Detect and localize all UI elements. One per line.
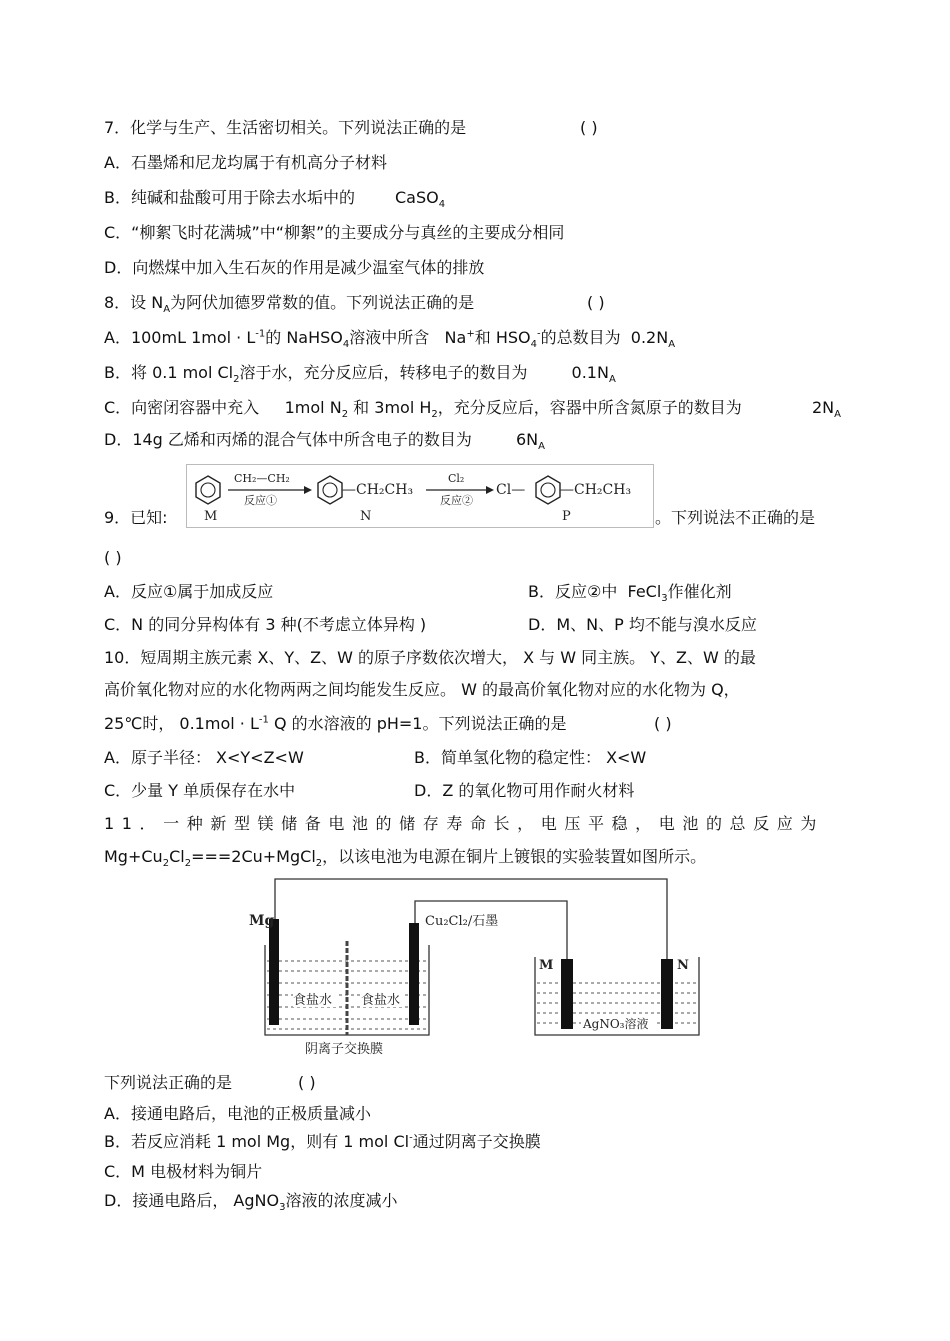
q8-option-d: D．14g 乙烯和丙烯的混合气体中所含电子的数目为 $6N_A$ [104,430,545,453]
q10-answer-paren: ( ) [654,714,672,733]
q8-stem: 8．设 $N_A$为阿伏加德罗常数的值。下列说法正确的是 [104,293,475,316]
benzene-ring-n [318,476,342,504]
cu2cl2-graphite-label: Cu₂Cl₂/石墨 [425,914,499,929]
n-electrode [661,959,673,1029]
q11-stem-line1: 11．一种新型镁储备电池的储存寿命长，电压平稳，电池的总反应为 [104,814,824,833]
q7-answer-paren: ( ) [580,118,598,137]
q11-stem-line2: $Mg+Cu_2Cl_2===2Cu+MgCl_2$，以该电池为电源在铜片上镀银的实验装置如图所示。 [104,847,707,870]
q9-option-a: A．反应①属于加成反应 [104,582,274,601]
salt-water-label-2: 食盐水 [361,993,401,1008]
q9-option-c: C．N 的同分异构体有 3 种(不考虑立体异构 ) [104,615,427,634]
benzene-ring-p [536,476,560,504]
scheme-label-m: M [204,509,218,524]
reagent-1: CH₂—CH₂ [234,472,290,485]
salt-water-label-1: 食盐水 [293,993,333,1008]
q9-option-d: D．M、N、P 均不能与溴水反应 [528,615,757,634]
q8-option-c-value: $2N_A$ [812,398,841,421]
agno3-solution-label: AgNO₃溶液 [583,1017,649,1031]
q8-answer-paren: ( ) [587,293,605,312]
mg-label: Mg [249,913,275,929]
q10-option-d: D．Z 的氧化物可用作耐火材料 [414,781,635,800]
m-label: M [539,958,554,973]
mg-electrode [269,919,279,1025]
q7-option-c: C．“柳絮飞时花满城”中“柳絮”的主要成分与真丝的主要成分相同 [104,223,565,242]
q10-option-b: B．简单氢化物的稳定性： X<W [414,748,647,767]
m-electrode [561,959,573,1029]
chloro-group: Cl— [496,482,526,498]
reagent-2: Cl₂ [448,472,465,485]
q7-option-b: B．纯碱和盐酸可用于除去水垢中的 CaSO$_4$ [104,188,446,211]
condition-1: 反应① [244,494,277,507]
q11-option-c: C．M 电极材料为铜片 [104,1162,263,1181]
q11-option-b: B．若反应消耗 1 mol Mg，则有 1 mol Cl-通过阴离子交换膜 [104,1132,541,1151]
q9-stem-suffix: 。下列说法不正确的是 [655,508,816,527]
q11-question-line: 下列说法正确的是 [104,1073,233,1092]
n-label: N [677,958,689,973]
substituent-p: —CH₂CH₃ [560,482,632,498]
scheme-label-n: N [360,509,372,524]
q7-stem: 7．化学与生产、生活密切相关。下列说法正确的是 [104,118,467,137]
q7-option-a: A．石墨烯和尼龙均属于有机高分子材料 [104,153,387,172]
q7-option-d: D．向燃煤中加入生石灰的作用是减少温室气体的排放 [104,258,485,277]
q11-answer-paren: ( ) [298,1073,316,1092]
q10-stem-line2: 高价氧化物对应的水化物两两之间均能发生反应。 W 的最高价氧化物对应的水化物为 Q， [104,680,740,699]
q10-option-c: C．少量 Y 单质保存在水中 [104,781,296,800]
q10-stem-line1: 10．短周期主族元素 X、Y、Z、W 的原子序数依次增大， X 与 W 同主族。 Y、Z、W 的最 [104,648,756,667]
q8-option-b: B．将 0.1 mol $Cl_2$溶于水，充分反应后，转移电子的数目为 $0.1N_A$ [104,363,616,386]
q9-answer-paren: ( ) [104,548,122,567]
q9-stem-prefix: 9．已知: [104,508,168,527]
q8-option-a: A．100mL $1mol \cdot L^{-1}$的 NaHSO$_4$溶液中所含 Na+和 $HSO_4^-$的总数目为 $0.2N_A$ [104,328,676,351]
cu2cl2-graphite-electrode [409,923,419,1025]
q9-option-b: B．反应②中 FeCl$_3$作催化剂 [528,582,732,605]
q9-reaction-scheme [186,464,654,528]
benzene-ring-m [196,476,220,504]
q11-apparatus-figure [243,873,705,1061]
substituent-n: —CH₂CH₃ [342,482,414,498]
q11-option-a: A．接通电路后，电池的正极质量减小 [104,1104,371,1123]
condition-2: 反应② [440,494,473,507]
membrane-label: 阴离子交换膜 [305,1042,384,1057]
q8-option-c: C．向密闭容器中充入 1mol $N_2$ 和 3mol $H_2$，充分反应后，容器中所含氮原子的数目为 [104,398,742,421]
scheme-label-p: P [562,509,571,524]
q10-stem-line3: 25℃时， $0.1mol \cdot L^{-1}$ Q 的水溶液的 pH=1。下列说法正确的是 [104,714,567,733]
q11-option-d: D．接通电路后， AgNO$_3$溶液的浓度减小 [104,1191,398,1214]
q10-option-a: A．原子半径： X<Y<Z<W [104,748,304,767]
